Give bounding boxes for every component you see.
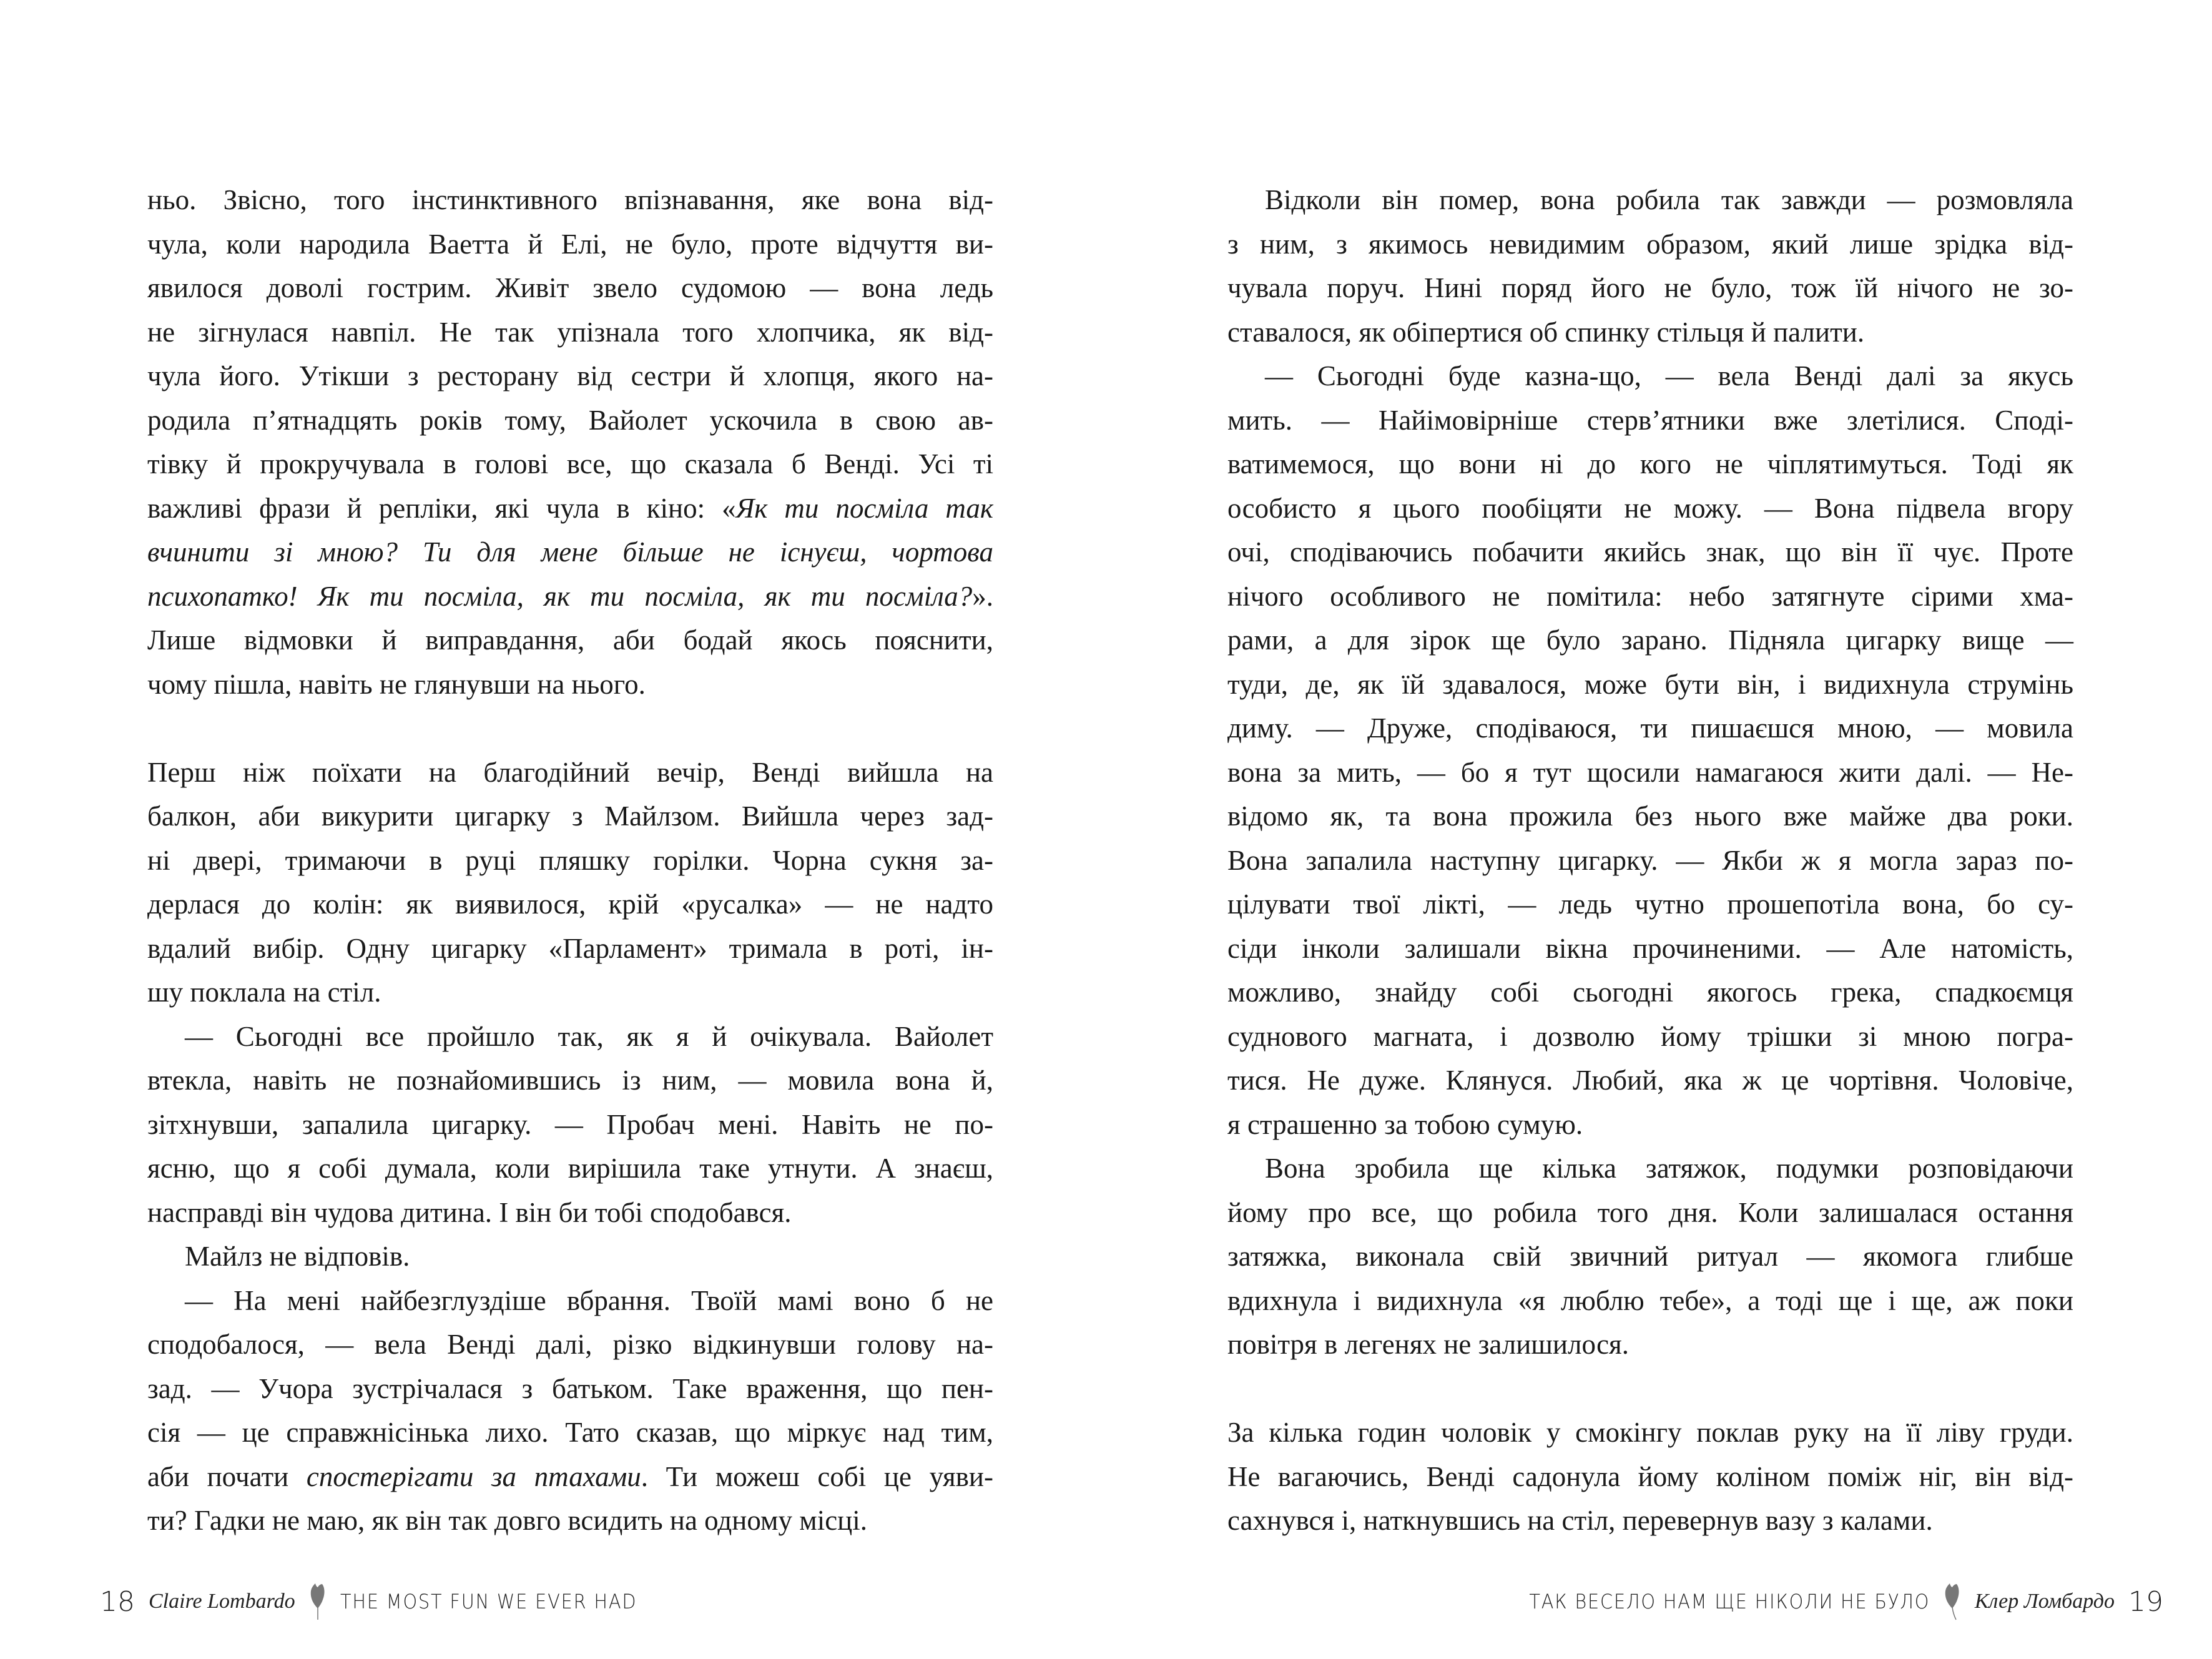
text-line: ти? Гадки не маю, як він так довго всидить на одному місці.	[147, 1505, 868, 1536]
text-line: з ним, з якимось невидимим образом, який лише зрідка від-	[1227, 228, 2073, 260]
section-break	[1227, 1367, 2073, 1411]
italic-text-run: вчинити зі мною? Ти для мене більше не існуєш, чортова	[147, 536, 993, 568]
text-line: ньо. Звісно, того інстинктивного впізнавання, яке вона від-	[147, 184, 993, 215]
text-line: Вона зробила ще кілька затяжок, подумки розповідаючи	[1265, 1153, 2073, 1184]
right-footer	[1485, 1580, 2163, 1623]
text-line: сіди інколи залишали вікна прочиненими. — Але натомість,	[1227, 932, 2073, 964]
text-line: вдалий вибір. Одну цигарку «Парламент» тримала в роті, ін-	[147, 932, 993, 964]
text-line: сія — це справжнісінька лихо. Тато сказав, що міркує над тим,	[147, 1417, 993, 1448]
text-line	[147, 574, 993, 619]
page-number: 19	[2128, 1585, 2163, 1618]
text-line: Лише відмовки й виправдання, аби бодай якось пояснити,	[147, 624, 993, 656]
text-line: родила п’ятнадцять років тому, Вайолет ускочила в свою ав-	[147, 404, 993, 436]
italic-text-run: спостерігати за птахами	[306, 1460, 641, 1492]
text-line: чула його. Утікши з ресторану від сестри й хлопця, якого на-	[147, 360, 993, 391]
text-line: очі, сподіваючись побачити якийсь знак, що він її чує. Проте	[1227, 536, 2073, 568]
text-line: ні двері, тримаючи в руці пляшку горілки. Чорна сукня за-	[147, 844, 993, 876]
text-run: . Ти можеш собі це уяви-	[641, 1460, 993, 1492]
text-run: аби почати	[147, 1460, 307, 1492]
text-line: балкон, аби викурити цигарку з Майлзом. Вийшла через зад-	[147, 800, 993, 832]
text-line: можливо, знайду собі сьогодні якогось грека, спадкоємця	[1227, 977, 2073, 1008]
text-line: Перш ніж поїхати на благодійний вечір, Венді вийшла на	[147, 756, 993, 788]
page-number: 18	[100, 1585, 135, 1618]
text-line: втекла, навіть не познайомившись із ним, — мовила вона й,	[147, 1065, 993, 1096]
text-line: шу поклала на стіл.	[147, 977, 381, 1008]
text-line	[147, 1455, 993, 1499]
text-line: чула, коли народила Ваетта й Елі, не було, проте відчуття ви-	[147, 228, 993, 260]
text-line: ясню, що я собі думала, коли вирішила таке утнути. А знаєш,	[147, 1153, 993, 1184]
text-line: мить. — Найімовірніше стерв’ятники вже злетілися. Споді-	[1227, 404, 2073, 436]
text-line: нічого особливого не помітила: небо затягнуте сірими хма-	[1227, 580, 2073, 612]
right-body-text	[1227, 178, 2073, 1543]
text-run: важливі фрази й репліки, які чула в кіно: «	[147, 492, 736, 524]
leaf-icon	[309, 1582, 327, 1621]
leaf-icon	[1944, 1582, 1961, 1621]
text-run: ».	[972, 580, 993, 612]
text-line: Відколи він помер, вона робила так завжди — розмовляла	[1265, 184, 2073, 215]
text-line: Вона запалила наступну цигарку. — Якби ж я могла зараз по-	[1227, 844, 2073, 876]
text-line: сахнувся і, наткнувшись на стіл, перевернув вазу з калами.	[1227, 1505, 1933, 1536]
right-page	[1106, 0, 2212, 1659]
text-line: туди, де, як їй здавалося, може бути він, і видихнула струмінь	[1227, 668, 2073, 700]
text-line: чувала поруч. Нині поряд його не було, тож їй нічого не зо-	[1227, 272, 2073, 303]
text-line	[147, 530, 993, 574]
text-line: — На мені найбезглуздіше вбрання. Твоїй мамі воно б не	[185, 1284, 993, 1316]
text-line: зад. — Учора зустрічалася з батьком. Таке враження, що пен-	[147, 1372, 993, 1404]
footer-author: Claire Lombardo	[149, 1590, 295, 1613]
text-line: насправді він чудова дитина. І він би тобі сподобався.	[147, 1196, 792, 1228]
section-break	[147, 706, 993, 751]
footer-book-title: ТАК ВЕСЕЛО НАМ ЩЕ НІКОЛИ НЕ БУЛО	[1528, 1590, 1930, 1613]
left-footer	[100, 1580, 670, 1623]
text-line: йому про все, що робила того дня. Коли залишалася остання	[1227, 1196, 2073, 1228]
text-line: вона за мить, — бо я тут щосили намагаюся жити далі. — Не-	[1227, 756, 2073, 788]
text-line	[147, 486, 993, 531]
italic-text-run: Як ти посміла так	[735, 492, 993, 524]
text-line: Майлз не відповів.	[185, 1241, 410, 1272]
text-line: цілувати твої лікті, — ледь чутно прошепотіла вона, бо су-	[1227, 889, 2073, 920]
footer-author: Клер Ломбардо	[1974, 1590, 2115, 1613]
text-line: Не вагаючись, Венді садонула йому коліном поміж ніг, він від-	[1227, 1460, 2073, 1492]
text-line: ватимемося, що вони ні до кого не чіплятимуться. Тоді як	[1227, 448, 2073, 480]
text-line: — Сьогодні все пройшло так, як я й очікувала. Вайолет	[185, 1020, 993, 1052]
italic-text-run: психопатко! Як ти посміла, як ти посміла, як ти посміла?	[147, 580, 973, 612]
text-line: затяжка, виконала свій звичний ритуал — якомога глибше	[1227, 1241, 2073, 1272]
text-line: сподобалося, — вела Венді далі, різко відкинувши голову на-	[147, 1329, 993, 1360]
text-line: повітря в легенях не залишилося.	[1227, 1329, 1630, 1360]
text-line: вдихнула і видихнула «я люблю тебе», а тоді ще і ще, аж поки	[1227, 1284, 2073, 1316]
text-line: я страшенно за тобою сумую.	[1227, 1108, 1583, 1140]
text-line: зітхнувши, запалила цигарку. — Пробач мені. Навіть не по-	[147, 1108, 993, 1140]
footer-book-title: THE MOST FUN WE EVER HAD	[340, 1590, 637, 1613]
text-line: диму. — Друже, сподіваюся, ти пишаєшся мною, — мовила	[1227, 712, 2073, 744]
text-line: рами, а для зірок ще було зарано. Підняла цигарку вище —	[1227, 624, 2073, 656]
text-line: ставалося, як обіпертися об спинку стільця й палити.	[1227, 316, 1865, 348]
text-line: особисто я цього пообіцяти не можу. — Вона підвела вгору	[1227, 492, 2073, 524]
text-line: — Сьогодні буде казна-що, — вела Венді далі за якусь	[1265, 360, 2073, 391]
left-body-text	[147, 178, 993, 1543]
text-line: суднового магната, і дозволю йому трішки зі мною погра-	[1227, 1020, 2073, 1052]
text-line: тися. Не дуже. Клянуся. Любий, яка ж це чортівня. Чоловіче,	[1227, 1065, 2073, 1096]
text-line: За кілька годин чоловік у смокінгу поклав руку на її ліву груди.	[1227, 1417, 2073, 1448]
text-line: чому пішла, навіть не глянувши на нього.	[147, 668, 646, 700]
text-line: явилося доволі гострим. Живіт звело судомою — вона ледь	[147, 272, 993, 303]
text-line: не зігнулася навпіл. Не так упізнала того хлопчика, як від-	[147, 316, 993, 348]
text-line: відомо як, та вона прожила без нього вже майже два роки.	[1227, 800, 2073, 832]
text-line: тівку й прокручувала в голові все, що сказала б Венді. Усі ті	[147, 448, 993, 480]
text-line: дерлася до колін: як виявилося, крій «русалка» — не надто	[147, 889, 993, 920]
